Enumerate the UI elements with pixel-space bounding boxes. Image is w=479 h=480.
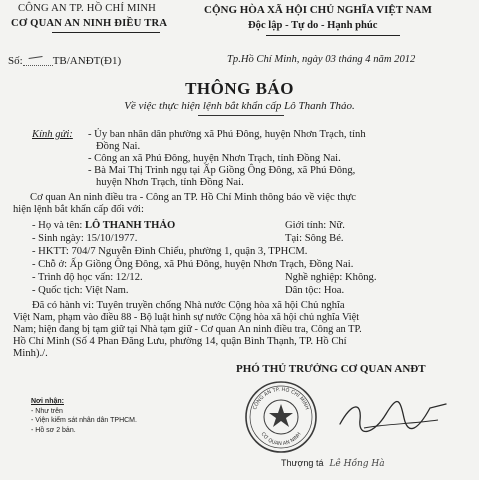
signatory-title: PHÓ THỦ TRƯỞNG CƠ QUAN ANĐT (236, 363, 426, 375)
intro-line: hiện lệnh bắt khẩn cấp đối với: (13, 204, 144, 215)
person-residence: - Chỗ ở: Ấp Giồng Ông Đông, xã Phú Đông, huyện Nhơn Trạch, Đồng Nai. (32, 259, 354, 270)
person-ethnicity: Dân tộc: Hoa. (285, 285, 345, 296)
recipient-line: - Ủy ban nhân dân phường xã Phú Đông, huyện Nhơn Trạch, tỉnh (88, 129, 366, 140)
person-nationality: - Quốc tịch: Việt Nam. (32, 285, 129, 296)
body-line: Đã có hành vi: Tuyên truyền chống Nhà nước Cộng hòa xã hội Chủ nghĩa (32, 300, 345, 311)
body-line: Hồ Chí Minh (Số 4 Phan Đăng Lưu, phường 14, quận Bình Thạnh, TP. Hồ Chí (13, 336, 347, 347)
person-dob: - Sinh ngày: 15/10/1977. (32, 233, 138, 244)
person-pob: Tại: Sông Bé. (285, 233, 344, 244)
recipient-line: Đồng Nai. (96, 141, 141, 152)
body-line: Việt Nam, phạm vào điều 88 - Bộ luật hình sự nước Cộng hòa xã hội chủ nghĩa Việt (13, 312, 360, 323)
person-gender: Giới tính: Nữ. (285, 220, 345, 231)
recipient-line: huyện Nhơn Trạch, tỉnh Đồng Nai. (96, 177, 244, 188)
notes-item: - Như trên (31, 407, 63, 415)
person-name: LÔ THANH THẢO (84, 220, 176, 231)
body-line: Minh)./. (13, 348, 48, 359)
recipient-line: - Bà Mai Thị Trinh ngụ tại Ấp Giồng Ông Đông, xã Phú Đông, (88, 165, 356, 176)
subject-underline (198, 115, 284, 116)
person-hktt: - HKTT: 704/7 Nguyễn Đình Chiểu, phường 1, quận 3, TPHCM. (32, 246, 308, 257)
document-subject: Về việc thực hiện lệnh bắt khẩn cấp Lô Thanh Thảo. (124, 100, 355, 112)
notes-item: - Viện kiểm sát nhân dân TPHCM. (31, 417, 137, 424)
body-line: Nam; hiện đang bị tạm giữ tại Nhà tạm giữ - Cơ quan An ninh điều tra, Công an TP. (13, 324, 362, 335)
signer-rank: Thượng tá (281, 458, 324, 468)
signer-name: Lê Hồng Hà (329, 459, 385, 469)
nation-motto: Độc lập - Tự do - Hạnh phúc (248, 20, 378, 31)
seal-bottom-text: CƠ QUAN AN NINH (259, 431, 303, 448)
intro-line: Cơ quan An ninh điều tra - Công an TP. Hồ Chí Minh thông báo về việc thực (30, 192, 356, 203)
recipients-label-text: Kính gửi (32, 129, 70, 140)
name-label: - Họ và tên: (32, 220, 83, 231)
motto-underline (266, 35, 400, 36)
person-name-row (32, 220, 175, 231)
person-occupation: Nghề nghiệp: Không. (285, 272, 377, 283)
signer-line (281, 458, 385, 469)
document-title: THÔNG BÁO (185, 79, 294, 98)
agency-underline (52, 32, 160, 33)
notes-item: - Hồ sơ 2 bản. (31, 426, 76, 434)
person-education: - Trình độ học vấn: 12/12. (32, 272, 143, 283)
agency-department: CƠ QUAN AN NINH ĐIỀU TRA (11, 18, 168, 29)
recipients-label: Kính gửi: (32, 129, 73, 140)
notes-heading: Nơi nhận: (31, 398, 64, 405)
handwritten-number (23, 55, 53, 66)
handwritten-signature-icon (334, 394, 454, 442)
recipient-line: - Công an xã Phú Đông, huyện Nhơn Trạch, tỉnh Đồng Nai. (88, 153, 341, 164)
agency-name: CÔNG AN TP. HỒ CHÍ MINH (18, 3, 157, 14)
nation-title: CỘNG HÒA XÃ HỘI CHỦ NGHĨA VIỆT NAM (204, 4, 432, 16)
document-number (8, 55, 121, 67)
official-seal-icon (244, 380, 318, 454)
doc-no-suffix: TB/ANĐT(Đ1) (52, 55, 122, 67)
document-date: Tp.Hồ Chí Minh, ngày 03 tháng 4 năm 2012 (227, 54, 416, 65)
seal-top-text: CÔNG AN TP. HỒ CHÍ MINH (252, 386, 310, 411)
doc-no-prefix: Số: (8, 55, 23, 67)
distribution-notes (31, 397, 137, 435)
